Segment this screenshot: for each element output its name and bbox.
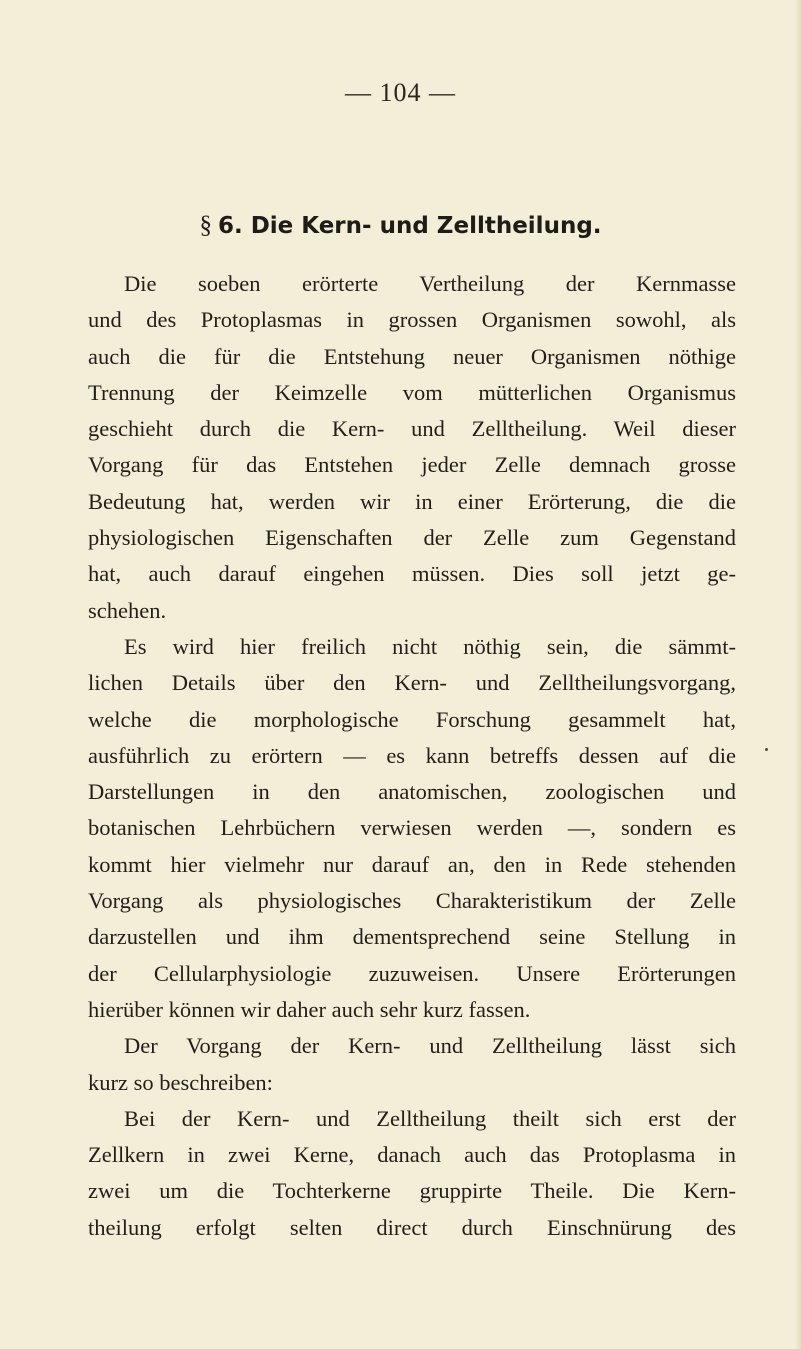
text-line: darzustellen und ihm dementsprechend seine Stellung in <box>88 924 736 950</box>
text-line: lichen Details über den Kern- und Zelltheilungsvorgang, <box>88 670 736 696</box>
text-line: zwei um die Tochterkerne gruppirte Theile. Die Kern- <box>88 1178 736 1204</box>
margin-mark <box>765 748 768 751</box>
text-line: hat, auch darauf eingehen müssen. Dies soll jetzt ge- <box>88 561 736 587</box>
text-line: ausführlich zu erörtern — es kann betreffs dessen auf die <box>88 742 736 768</box>
text-line: Vorgang als physiologisches Charakteristikum der Zelle <box>88 888 736 914</box>
text-line: Bedeutung hat, werden wir in einer Erörterung, die die <box>88 488 736 514</box>
text-line: Darstellungen in den anatomischen, zoologischen und <box>88 779 736 805</box>
text-line: Trennung der Keimzelle vom mütterlichen Organismus <box>88 379 736 405</box>
text-line: Die soeben erörterte Vertheilung der Kernmasse <box>124 271 736 296</box>
text-line: botanischen Lehrbüchern verwiesen werden —, sondern es <box>88 815 736 841</box>
text-line: kommt hier vielmehr nur darauf an, den in Rede stehenden <box>88 851 736 877</box>
section-symbol: § <box>199 212 212 239</box>
page-edge-shadow <box>795 0 801 1349</box>
body-text <box>88 266 736 1246</box>
text-line: theilung erfolgt selten direct durch Einschnürung des <box>88 1214 736 1240</box>
text-line: auch die für die Entstehung neuer Organismen nöthige <box>88 343 736 369</box>
text-line: physiologischen Eigenschaften der Zelle zum Gegenstand <box>88 525 736 551</box>
text-line: kurz so beschreiben: <box>88 1069 273 1095</box>
text-line: der Cellularphysiologie zuzuweisen. Unsere Erörterungen <box>88 960 736 986</box>
text-line: Bei der Kern- und Zelltheilung theilt sich erst der <box>124 1105 736 1131</box>
text-line: welche die morphologische Forschung gesammelt hat, <box>88 706 736 732</box>
section-title: 6. Die Kern- und Zelltheilung. <box>217 213 602 239</box>
section-heading <box>0 212 801 240</box>
text-line: Zellkern in zwei Kerne, danach auch das Protoplasma in <box>88 1142 736 1168</box>
text-line: und des Protoplasmas in grossen Organismen sowohl, als <box>88 307 736 333</box>
text-line: Der Vorgang der Kern- und Zelltheilung lässt sich <box>124 1033 736 1059</box>
text-line: Vorgang für das Entstehen jeder Zelle demnach grosse <box>88 452 736 478</box>
text-line: geschieht durch die Kern- und Zelltheilung. Weil dieser <box>88 416 736 442</box>
page-number: — 104 — <box>345 78 456 107</box>
text-line: Es wird hier freilich nicht nöthig sein, die sämmt- <box>124 633 736 659</box>
text-line: hierüber können wir daher auch sehr kurz fassen. <box>88 996 531 1022</box>
text-line: schehen. <box>88 597 167 623</box>
